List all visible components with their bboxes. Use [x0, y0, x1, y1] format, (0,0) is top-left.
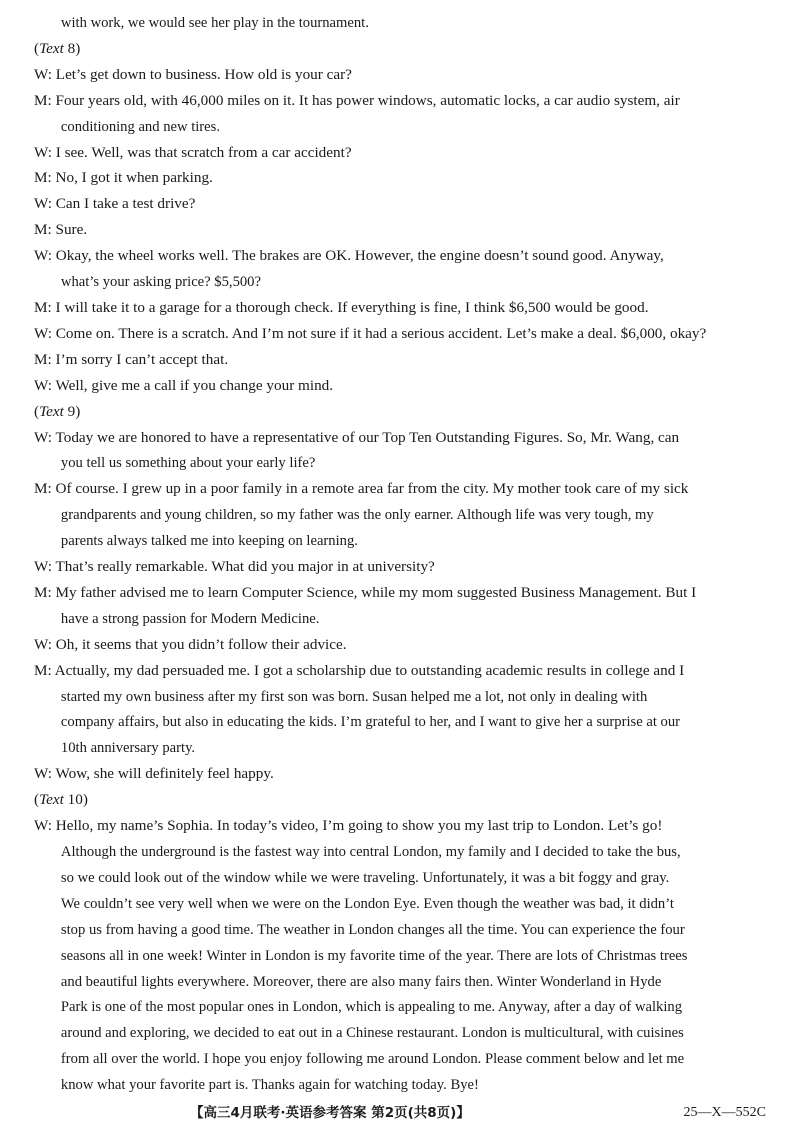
section-label	[34, 787, 770, 813]
dialogue-line: M: Actually, my dad persuaded me. I got a scholarship due to outstanding academic results in college and I	[34, 661, 685, 679]
section-label-number: 8)	[63, 39, 81, 57]
dialogue-line: M: No, I got it when parking.	[34, 169, 213, 187]
dialogue-line: M: I’m sorry I can’t accept that.	[34, 350, 229, 368]
dialogue-continuation: 10th anniversary party.	[60, 739, 196, 757]
section-label	[34, 399, 770, 425]
dialogue-continuation: grandparents and young children, so my father was the only earner. Although life was very tough, my	[60, 506, 654, 524]
dialogue-continuation: so we could look out of the window while we were traveling. Unfortunately, it was a bit foggy and gray.	[60, 868, 670, 886]
dialogue-continuation: Park is one of the most popular ones in London, which is appealing to me. Anyway, after a day of walking	[60, 998, 683, 1016]
dialogue-line: M: Sure.	[34, 221, 88, 239]
dialogue-line: M: Of course. I grew up in a poor family in a remote area far from the city. My mother took care of my sick	[34, 480, 689, 498]
dialogue-continuation: We couldn’t see very well when we were on the London Eye. Even though the weather was bad, it didn’t	[60, 894, 674, 912]
dialogue-continuation: started my own business after my first son was born. Susan helped me a lot, not only in dealing with	[60, 687, 648, 705]
dialogue-line: M: I will take it to a garage for a thorough check. If everything is fine, I think $6,500 would be good.	[34, 298, 649, 316]
section-label-open: (	[34, 791, 40, 809]
footer-code: 25—X—552C	[683, 1105, 766, 1120]
section-label-word: Text	[39, 791, 64, 809]
dialogue-line: W: I see. Well, was that scratch from a car accident?	[34, 143, 352, 161]
dialogue-continuation: have a strong passion for Modern Medicine.	[60, 609, 320, 627]
page-footer	[0, 1100, 800, 1126]
dialogue-continuation: from all over the world. I hope you enjoy following me around London. Please comment below and let me	[60, 1050, 685, 1068]
dialogue-line: W: Come on. There is a scratch. And I’m not sure if it had a serious accident. Let’s make a deal. $6,000, okay?	[34, 324, 707, 342]
dialogue-line: W: Let’s get down to business. How old is your car?	[34, 65, 352, 83]
dialogue-line: W: Wow, she will definitely feel happy.	[34, 765, 274, 783]
section-label-open: (	[34, 402, 40, 420]
dialogue-continuation: stop us from having a good time. The weather in London changes all the time. You can experience the four	[60, 920, 685, 938]
dialogue-continuation: you tell us something about your early life?	[60, 454, 316, 472]
dialogue-continuation: conditioning and new tires.	[60, 117, 220, 135]
section-label-number: 10)	[63, 791, 88, 809]
footer-title: 【高三4月联考·英语参考答案 第2页(共8页)】	[190, 1105, 470, 1121]
dialogue-line: W: That’s really remarkable. What did you major in at university?	[34, 558, 435, 576]
dialogue-continuation: with work, we would see her play in the tournament.	[60, 14, 369, 31]
section-label-open: (	[34, 39, 40, 57]
section-label-number: 9)	[63, 402, 81, 420]
dialogue-continuation: parents always talked me into keeping on learning.	[60, 532, 358, 550]
dialogue-line: W: Well, give me a call if you change your mind.	[34, 376, 334, 394]
section-label-word: Text	[39, 402, 64, 420]
dialogue-line: W: Today we are honored to have a representative of our Top Ten Outstanding Figures. So, Mr. Wang, can	[34, 428, 680, 446]
dialogue-continuation: seasons all in one week! Winter in London is my favorite time of the year. There are lots of Christmas trees	[60, 946, 688, 964]
dialogue-continuation: know what your favorite part is. Thanks again for watching today. Bye!	[60, 1076, 479, 1094]
dialogue-continuation: Although the underground is the fastest way into central London, my family and I decided to take the bus,	[60, 843, 681, 860]
dialogue-line: W: Can I take a test drive?	[34, 195, 196, 213]
dialogue-continuation: around and exploring, we decided to eat out in a Chinese restaurant. London is multicultural, with cuisines	[60, 1024, 684, 1042]
dialogue-line: W: Hello, my name’s Sophia. In today’s video, I’m going to show you my last trip to London. Let’s go!	[34, 817, 663, 835]
dialogue-line: W: Okay, the wheel works well. The brakes are OK. However, the engine doesn’t sound good. Anyway,	[34, 247, 664, 265]
transcript-body	[34, 10, 770, 1098]
dialogue-line: M: My father advised me to learn Computer Science, while my mom suggested Business Management. But I	[34, 583, 697, 601]
dialogue-continuation: company affairs, but also in educating the kids. I’m grateful to her, and I want to give her a surprise at our	[60, 713, 681, 731]
dialogue-continuation: and beautiful lights everywhere. Moreover, there are also many fairs then. Winter Wonderland in Hyde	[60, 972, 662, 990]
dialogue-line: W: Oh, it seems that you didn’t follow their advice.	[34, 635, 347, 653]
section-label	[34, 36, 770, 62]
dialogue-continuation: what’s your asking price? $5,500?	[60, 273, 261, 291]
section-label-word: Text	[39, 39, 64, 57]
dialogue-line: M: Four years old, with 46,000 miles on it. It has power windows, automatic locks, a car audio system, air	[34, 91, 680, 109]
